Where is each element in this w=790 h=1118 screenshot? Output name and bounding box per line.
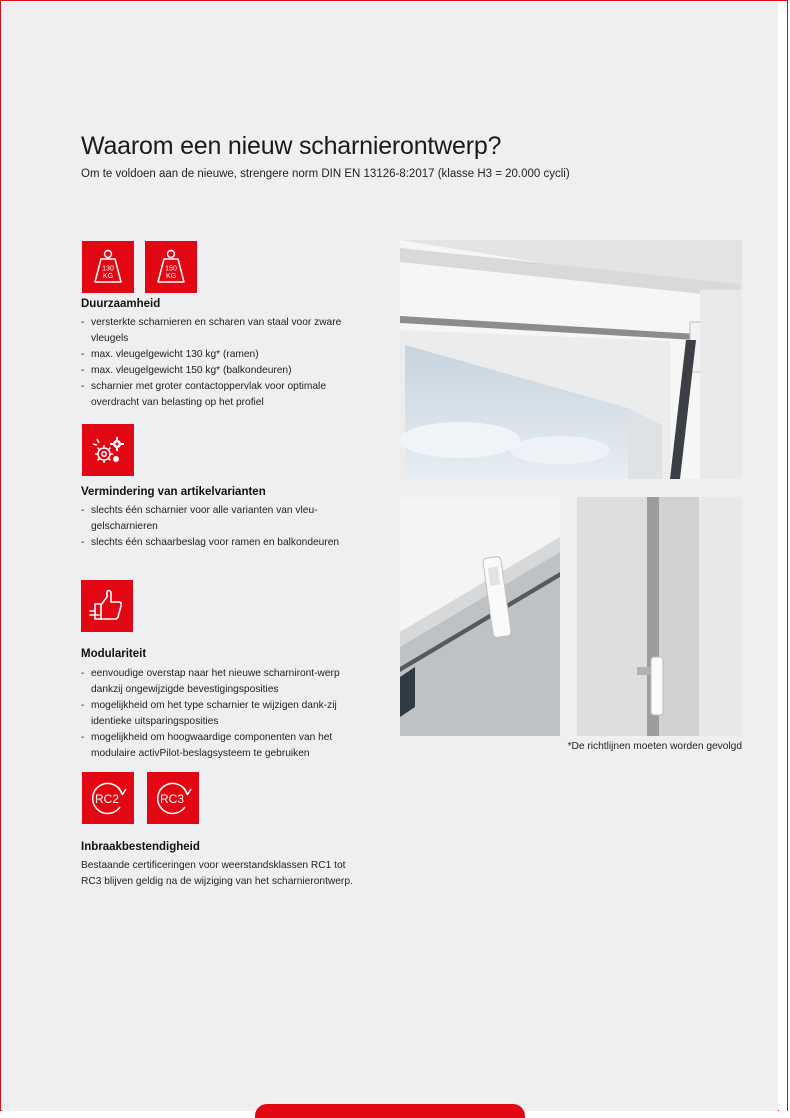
modularity-list: [81, 666, 371, 762]
window-open-photo: [400, 240, 742, 479]
list-item: - versterkte scharnieren en scharen van staal voor zware vleugels: [81, 315, 371, 347]
svg-text:RC3: RC3: [159, 792, 185, 806]
svg-text:KG: KG: [165, 273, 177, 280]
section-title-burglary: Inbraakbestendigheid: [81, 841, 200, 853]
svg-text:RC2: RC2: [94, 792, 120, 806]
svg-text:130: 130: [102, 265, 114, 273]
thumbs-up-icon: [81, 580, 133, 632]
hinge-closeup-photo: [400, 497, 560, 736]
burglary-text: Bestaande certificeringen voor weerstandsklassen RC1 tot RC3 blijven geldig na de wijziging van het scharnierontwerp.: [81, 860, 353, 887]
section-title-reduction: Vermindering van artikelvarianten: [81, 486, 266, 498]
weight-150kg-icon: [145, 241, 197, 293]
list-item: - max. vleugelgewicht 130 kg* (ramen): [81, 347, 371, 363]
rc3-icon: [147, 772, 199, 824]
section-title-durability: Duurzaamheid: [81, 298, 161, 310]
rc2-icon: [82, 772, 134, 824]
bottom-page-tab: [255, 1104, 525, 1118]
list-item: - slechts één scharnier voor alle varianten van vleu-gelscharnieren: [81, 503, 371, 535]
svg-text:KG: KG: [102, 273, 114, 280]
svg-text:150: 150: [165, 265, 177, 273]
list-item: - max. vleugelgewicht 150 kg* (balkondeuren): [81, 363, 371, 379]
section-title-modularity: Modulariteit: [81, 648, 147, 660]
list-item: - eenvoudige overstap naar het nieuwe scharniront-werp dankzij ongewijzigde bevestigingsposities: [81, 666, 371, 698]
list-item: - slechts één schaarbeslag voor ramen en balkondeuren: [81, 535, 371, 551]
list-item: - mogelijkheid om hoogwaardige componenten van het modulaire activPilot-beslagsysteem te gebruiken: [81, 730, 371, 762]
hinge-side-photo: [577, 497, 742, 736]
list-item: - scharnier met groter contactoppervlak voor optimale overdracht van belasting op het profiel: [81, 379, 371, 411]
page-title: Waarom een nieuw scharnierontwerp?: [81, 132, 502, 160]
page-margin-strip: [779, 2, 787, 1111]
list-item: - mogelijkheid om het type scharnier te wijzigen dank-zij identieke uitsparingsposities: [81, 698, 371, 730]
weight-130kg-icon: [82, 241, 134, 293]
durability-list: [81, 315, 371, 411]
reduction-list: [81, 503, 371, 551]
footnote: *De richtlijnen moeten worden gevolgd: [567, 741, 742, 752]
gears-icon: [82, 424, 134, 476]
page-subtitle: Om te voldoen aan de nieuwe, strengere norm DIN EN 13126-8:2017 (klasse H3 = 20.000 cycli): [81, 168, 570, 180]
